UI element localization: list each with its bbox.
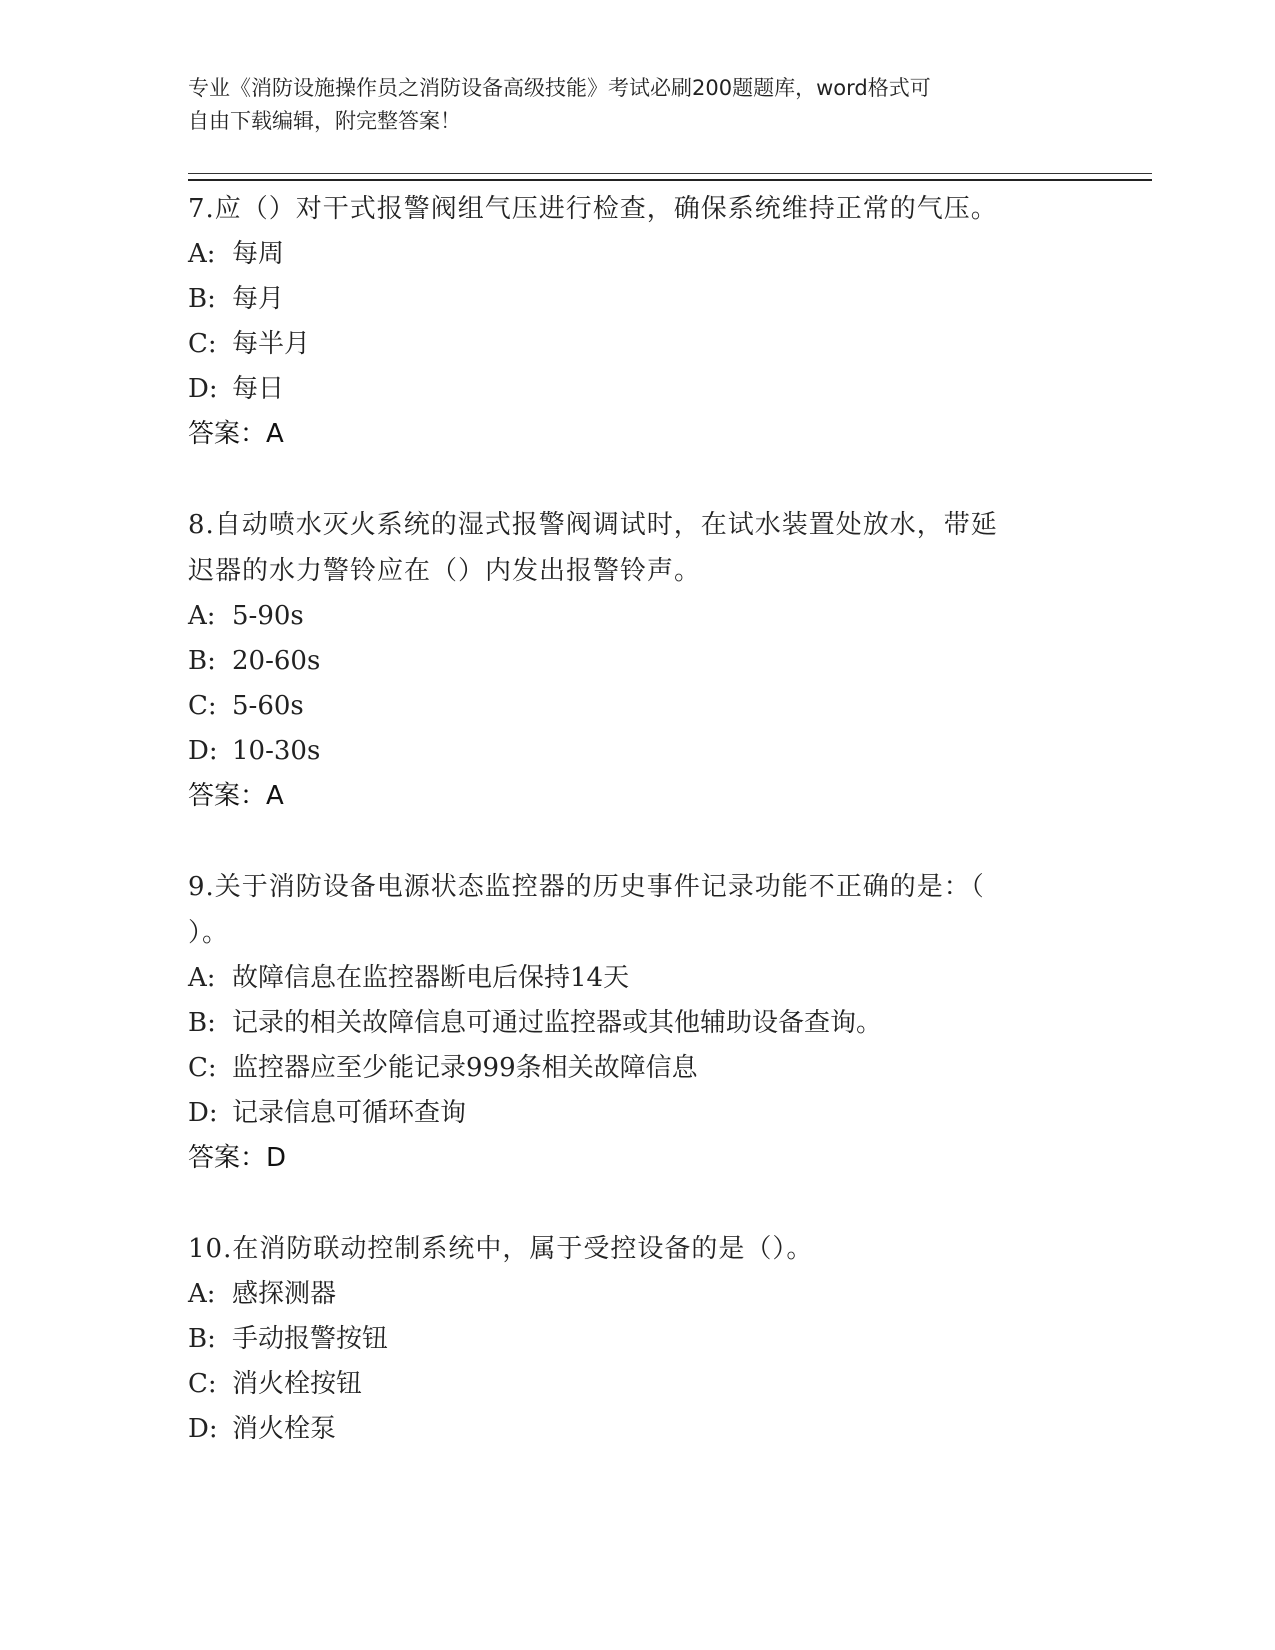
option-text: 感探测器: [232, 1279, 337, 1309]
option-text: 20-60s: [232, 646, 321, 676]
option-text: 5-90s: [232, 601, 304, 631]
document-header: [188, 72, 1088, 138]
question-9-option-b: [188, 1000, 882, 1046]
question-9-option-d: [188, 1090, 466, 1136]
question-8-option-c: [188, 683, 304, 729]
option-letter: D:: [188, 1098, 218, 1128]
option-text: 消火栓按钮: [232, 1369, 363, 1399]
question-9-option-c: [188, 1045, 698, 1091]
question-10-option-a: [188, 1271, 336, 1317]
question-8-answer: 答案：A: [188, 781, 284, 811]
option-letter: B:: [188, 284, 216, 314]
option-text: 监控器应至少能记录999条相关故障信息: [232, 1053, 698, 1083]
question-9-answer: 答案：D: [188, 1143, 287, 1173]
question-7-answer: 答案：A: [188, 419, 284, 449]
question-8-option-d: [188, 728, 320, 774]
option-text: 每日: [232, 374, 285, 404]
option-letter: A:: [188, 963, 216, 993]
question-8-option-a: [188, 593, 304, 639]
option-letter: B:: [188, 1008, 216, 1038]
question-10-stem: 10.在消防联动控制系统中，属于受控设备的是（）。: [188, 1234, 814, 1264]
question-8-option-b: [188, 638, 320, 684]
option-letter: A:: [188, 239, 216, 269]
option-letter: C:: [188, 329, 217, 359]
question-9-stem-line-2: ）。: [188, 918, 230, 948]
option-letter: D:: [188, 736, 218, 766]
question-7-option-c: [188, 321, 310, 367]
question-10-option-d: [188, 1406, 336, 1452]
question-10-option-b: [188, 1316, 388, 1362]
option-letter: A:: [188, 1279, 216, 1309]
header-line-2: 自由下载编辑，附完整答案！: [188, 109, 461, 133]
option-text: 记录的相关故障信息可通过监控器或其他辅助设备查询。: [232, 1008, 883, 1038]
question-10-option-c: [188, 1361, 362, 1407]
option-letter: B:: [188, 1324, 216, 1354]
question-9-stem-line-1: 9.关于消防设备电源状态监控器的历史事件记录功能不正确的是：（: [188, 872, 985, 902]
header-rule-thick: [188, 179, 1152, 181]
question-8-stem-line-2: 迟器的水力警铃应在（）内发出报警铃声。: [188, 556, 702, 586]
option-letter: C:: [188, 1053, 217, 1083]
question-9-option-a: [188, 955, 629, 1001]
option-text: 消火栓泵: [232, 1414, 337, 1444]
option-letter: D:: [188, 374, 218, 404]
question-7-stem: 7.应（）对干式报警阀组气压进行检查，确保系统维持正常的气压。: [188, 194, 998, 224]
option-text: 10-30s: [232, 736, 321, 766]
option-letter: C:: [188, 1369, 217, 1399]
option-text: 每月: [232, 284, 285, 314]
option-letter: D:: [188, 1414, 218, 1444]
question-7-option-b: [188, 276, 284, 322]
option-text: 5-60s: [232, 691, 304, 721]
option-letter: A:: [188, 601, 216, 631]
option-text: 记录信息可循环查询: [232, 1098, 467, 1128]
option-letter: C:: [188, 691, 217, 721]
option-text: 每半月: [232, 329, 311, 359]
option-letter: B:: [188, 646, 216, 676]
option-text: 手动报警按钮: [232, 1324, 389, 1354]
question-7-option-a: [188, 231, 284, 277]
header-rule-thin: [188, 173, 1152, 174]
option-text: 每周: [232, 239, 285, 269]
header-line-1: 专业《消防设施操作员之消防设备高级技能》考试必刷200题题库，word格式可: [188, 76, 931, 100]
question-8-stem-line-1: 8.自动喷水灭火系统的湿式报警阀调试时，在试水装置处放水，带延: [188, 510, 998, 540]
question-7-option-d: [188, 366, 284, 412]
option-text: 故障信息在监控器断电后保持14天: [232, 963, 630, 993]
